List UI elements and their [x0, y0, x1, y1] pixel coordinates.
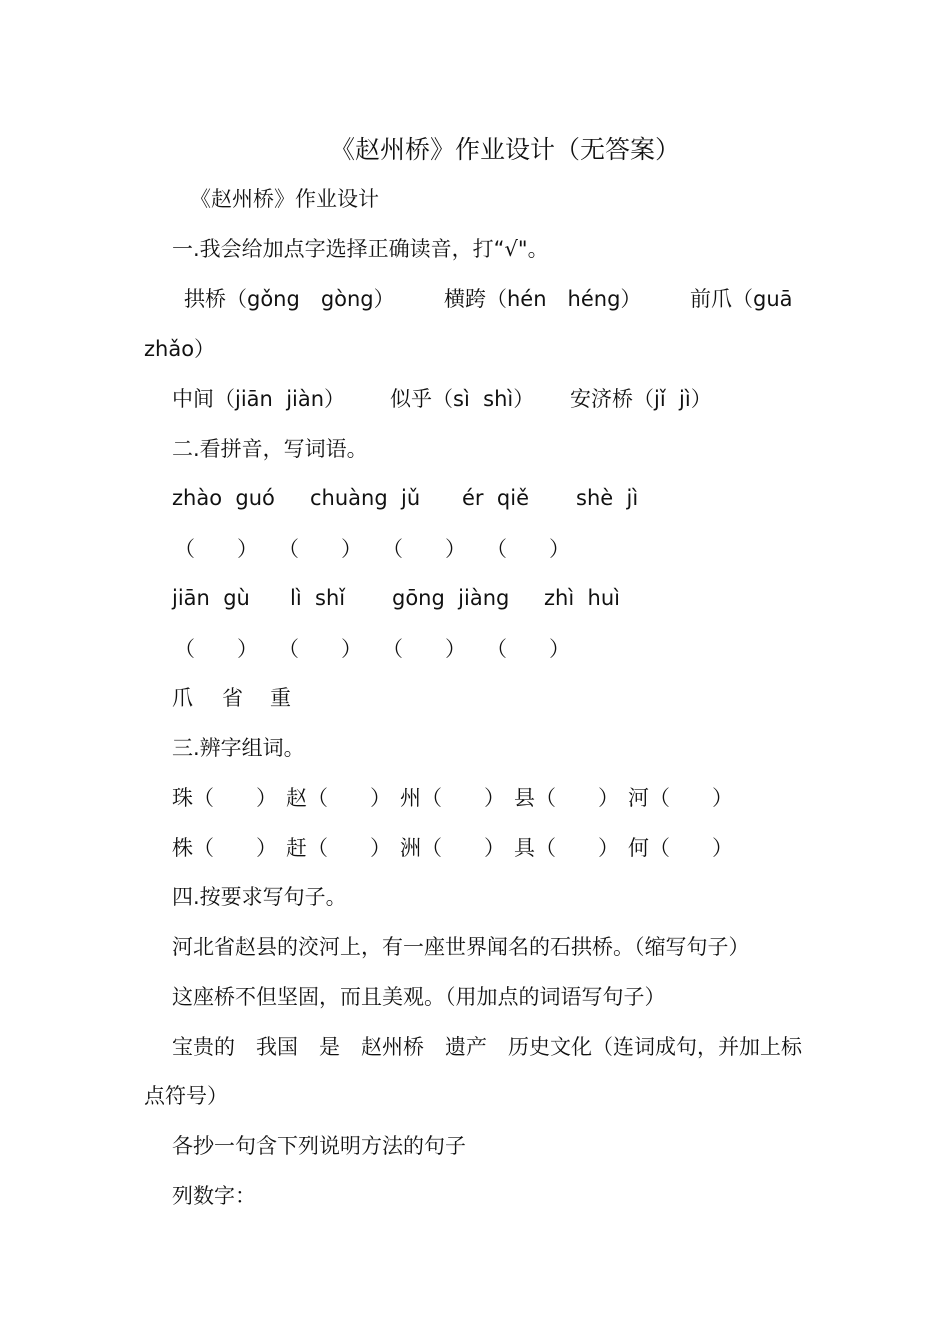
subtitle-text: 《赵州桥》作业设计	[190, 187, 379, 211]
pinyin-word: jiān gù	[172, 586, 250, 610]
pinyin-word: shè jì	[576, 486, 639, 510]
char-word-blank: 赵（ ）	[286, 786, 391, 810]
polyphonic-char: 省	[222, 686, 243, 710]
section4-heading	[0, 882, 347, 912]
polyphonic-char: 重	[270, 686, 291, 710]
char-word-blank: 赶（ ）	[286, 836, 391, 860]
document-title	[0, 133, 950, 167]
section3-heading-text: 三.辨字组词。	[172, 736, 305, 760]
char-word-blank: 株（ ）	[172, 836, 277, 860]
section4-sentence5	[0, 1181, 256, 1211]
section1-row2	[0, 384, 712, 414]
section4-sentence1	[0, 932, 750, 962]
char-word-blank: 洲（ ）	[400, 836, 505, 860]
section2-heading	[0, 434, 368, 464]
section2-pinyin-row2	[0, 583, 620, 613]
section2-blank-row2	[0, 634, 570, 664]
pinyin-choice: 似乎（sì shì）	[390, 387, 535, 411]
answer-blank: （ ）	[174, 637, 258, 661]
sentence-text: 河北省赵县的洨河上，有一座世界闻名的石拱桥。（缩写句子）	[172, 935, 750, 959]
answer-blank: （ ）	[278, 637, 362, 661]
document-subtitle	[0, 184, 379, 214]
char-word-blank: 何（ ）	[628, 836, 733, 860]
pinyin-choice: 安济桥（jǐ jì）	[570, 387, 712, 411]
sentence-text: 列数字：	[172, 1184, 256, 1208]
pinyin-word: lì shǐ	[290, 586, 346, 610]
pinyin-choice: 拱桥（gǒng gòng）	[184, 287, 395, 311]
pinyin-choice-continued: zhǎo）	[144, 337, 216, 361]
pinyin-word: zhào guó	[172, 486, 275, 510]
section4-sentence3	[0, 1032, 802, 1062]
section4-heading-text: 四.按要求写句子。	[172, 885, 347, 909]
answer-blank: （ ）	[382, 537, 466, 561]
char-word-blank: 州（ ）	[400, 786, 505, 810]
section4-sentence3-continued	[0, 1081, 228, 1111]
pinyin-word: chuàng jǔ	[310, 486, 421, 510]
section1-heading-text: 一.我会给加点字选择正确读音，打“√"。	[172, 237, 549, 261]
char-word-blank: 具（ ）	[514, 836, 619, 860]
section2-chars-row	[0, 683, 291, 713]
pinyin-word: ér qiě	[462, 486, 529, 510]
char-word-blank: 河（ ）	[628, 786, 733, 810]
section1-row1	[0, 284, 793, 314]
section3-row2	[0, 833, 733, 863]
answer-blank: （ ）	[174, 537, 258, 561]
answer-blank: （ ）	[486, 637, 570, 661]
section4-sentence2	[0, 982, 666, 1012]
pinyin-choice: 前爪（guā	[690, 287, 793, 311]
answer-blank: （ ）	[278, 537, 362, 561]
sentence-text: 宝贵的 我国 是 赵州桥 遗产 历史文化（连词成句，并加上标	[172, 1035, 802, 1059]
section2-pinyin-row1	[0, 483, 639, 513]
char-word-blank: 珠（ ）	[172, 786, 277, 810]
section3-row1	[0, 783, 733, 813]
document-title-text: 《赵州桥》作业设计（无答案）	[330, 135, 681, 164]
section1-heading	[0, 234, 549, 264]
char-word-blank: 县（ ）	[514, 786, 619, 810]
section2-heading-text: 二.看拼音，写词语。	[172, 437, 368, 461]
sentence-text: 这座桥不但坚固，而且美观。（用加点的词语写句子）	[172, 985, 666, 1009]
section1-row1-continued	[0, 334, 216, 364]
answer-blank: （ ）	[486, 537, 570, 561]
section2-blank-row1	[0, 534, 570, 564]
section3-heading	[0, 733, 305, 763]
pinyin-word: gōng jiàng	[392, 586, 510, 610]
sentence-text: 各抄一句含下列说明方法的句子	[172, 1134, 466, 1158]
polyphonic-char: 爪	[172, 686, 193, 710]
pinyin-choice: 横跨（hén héng）	[444, 287, 642, 311]
sentence-text-continued: 点符号）	[144, 1084, 228, 1108]
section4-sentence4	[0, 1131, 466, 1161]
answer-blank: （ ）	[382, 637, 466, 661]
pinyin-word: zhì huì	[544, 586, 620, 610]
pinyin-choice: 中间（jiān jiàn）	[172, 387, 346, 411]
